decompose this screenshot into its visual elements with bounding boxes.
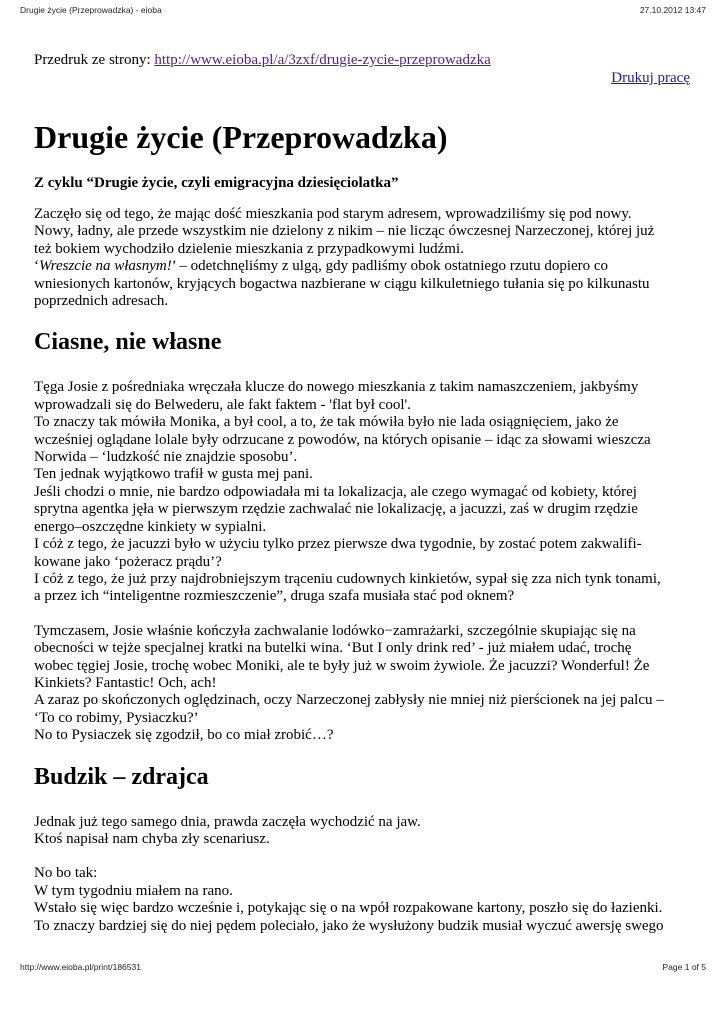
article-title: Drugie życie (Przeprowadzka)	[34, 119, 448, 155]
text-line: Norwida – ‘ludzkość nie znajdzie sposobu’.	[34, 449, 298, 466]
text-line: a przez ich “inteligentne rozmieszczenie”, druga szafa musiała stać pod oknem?	[34, 588, 515, 605]
text-line: Tęga Josie z pośredniaka wręczała klucze do nowego mieszkania z takim namaszczeniem, jakbyśmy	[34, 379, 639, 396]
text-line: wobec tęgiej Josie, trochę wobec Moniki, ale te były już w swoim żywiole. Że jacuzzi? Wonderful! Że	[34, 657, 650, 674]
text-line: energo–oszczędne kinkiety w sypialni.	[34, 518, 267, 535]
text-line: też bokiem wychodziło dzielenie mieszkania z przypadkowymi ludźmi.	[34, 240, 464, 257]
source-prefix: Przedruk ze strony:	[34, 52, 155, 68]
print-footer	[20, 962, 706, 972]
text-line: wniesionych kartonów, kryjących bogactwa nazbierane w ciągu kilkuletniego tułania się po kilkunastu	[34, 275, 650, 292]
print-header-datetime: 27.10.2012 13:47	[639, 5, 706, 15]
quote-open: ‘	[34, 258, 39, 275]
section1-paragraph-1	[34, 379, 694, 605]
print-footer-page: Page 1 of 5	[662, 962, 706, 972]
intro-paragraph	[34, 206, 694, 310]
article-subtitle: Z cyklu “Drugie życie, czyli emigracyjna dziesięciolatka”	[34, 175, 399, 191]
quote-italic: Wreszcie na własnym!	[39, 258, 172, 275]
print-header-title: Drugie życie (Przeprowadzka) - eioba	[20, 5, 162, 15]
text-line: sprytna agentka jęła w pierwszym rzędzie zachwalać nie lokalizację, a jacuzzi, zaś w drugim rzędzie	[34, 501, 638, 518]
text-line: No bo tak:	[34, 865, 98, 882]
text-line: poprzednich adresach.	[34, 293, 169, 310]
text-line: I cóż z tego, że jacuzzi było w użyciu tylko przez pierwsze dwa tygodnie, by zostać potem zakwalifi-	[34, 536, 642, 553]
quote-line	[34, 258, 694, 275]
quote-rest: ’ – odetchnęliśmy z ulgą, gdy padliśmy obok ostatniego rzutu dopiero co	[171, 258, 609, 275]
text-line: A zaraz po skończonych oględzinach, oczy Narzeczonej zabłysły nie mniej niż pierścionek na jej palcu –	[34, 692, 664, 709]
text-line: ‘To co robimy, Pysiaczku?’	[34, 709, 199, 726]
text-line: wprowadzali się do Belwederu, ale fakt faktem - 'flat był cool'.	[34, 396, 411, 413]
print-header	[20, 5, 706, 15]
text-line: Jeśli chodzi o mnie, nie bardzo odpowiadała mi ta lokalizacja, ale czego wymagać od kobiety, której	[34, 483, 637, 500]
text-line: Kinkiets? Fantastic! Och, ach!	[34, 674, 217, 691]
text-line: Zaczęło się od tego, że mając dość mieszkania pod starym adresem, wprowadziliśmy się pod nowy.	[34, 206, 632, 222]
text-line: Jednak już tego samego dnia, prawda zaczęła wychodzić na jaw.	[34, 813, 421, 830]
text-line: To znaczy bardziej się do niej pędem poleciało, jako że wysłużony budzik musiał wyczuć awersję swego	[34, 917, 664, 934]
text-line: obecności w tejże specjalnej kratki na butelki wina. ‘But I only drink red’ - już miałem udać, trochę	[34, 640, 632, 657]
print-footer-url: http://www.eioba.pl/print/186531	[20, 962, 141, 972]
text-line: I cóż z tego, że już przy najdrobniejszym trąceniu cudownych kinkietów, sypał się zza nich tynk tonami,	[34, 570, 661, 587]
section2-paragraph-2	[34, 865, 694, 935]
source-line	[34, 52, 491, 69]
print-link[interactable]: Drukuj pracę	[611, 70, 690, 86]
section2-paragraph-1	[34, 814, 694, 849]
text-line: Ktoś napisał nam chyba zły scenariusz.	[34, 830, 270, 847]
section-heading-budzik: Budzik – zdrajca	[34, 763, 209, 790]
text-line: Nowy, ładny, ale przede wszystkim nie dzielony z nikim – nie licząc ówczesnej Narzeczonej, której już	[34, 223, 655, 240]
text-line: Tymczasem, Josie właśnie kończyła zachwalanie lodówko−zamrażarki, szczególnie skupiając się na	[34, 622, 636, 639]
text-line: W tym tygodniu miałem na rano.	[34, 882, 233, 899]
text-line: kowane jako ‘pożeracz prądu’?	[34, 553, 222, 570]
text-line: No to Pysiaczek się zgodził, bo co miał zrobić…?	[34, 727, 334, 744]
text-line: wcześniej oglądane lolale były odrzucane z powodów, na których opisanie – idąc za słowami wieszcza	[34, 431, 651, 448]
text-line: To znaczy tak mówiła Monika, a był cool, a to, że tak mówiła było nie lada osiągnięciem, jako że	[34, 414, 619, 431]
source-url-link[interactable]: http://www.eioba.pl/a/3zxf/drugie-zycie-przeprowadzka	[154, 52, 491, 68]
text-line: Wstało się więc bardzo wcześnie i, potykając się o na wpół rozpakowane kartony, poszło się do łazienki.	[34, 900, 663, 917]
text-line: Ten jednak wyjątkowo trafił w gusta mej pani.	[34, 466, 313, 483]
section-heading-ciasne: Ciasne, nie własne	[34, 329, 222, 356]
article	[34, 114, 694, 952]
section1-paragraph-2	[34, 623, 694, 745]
